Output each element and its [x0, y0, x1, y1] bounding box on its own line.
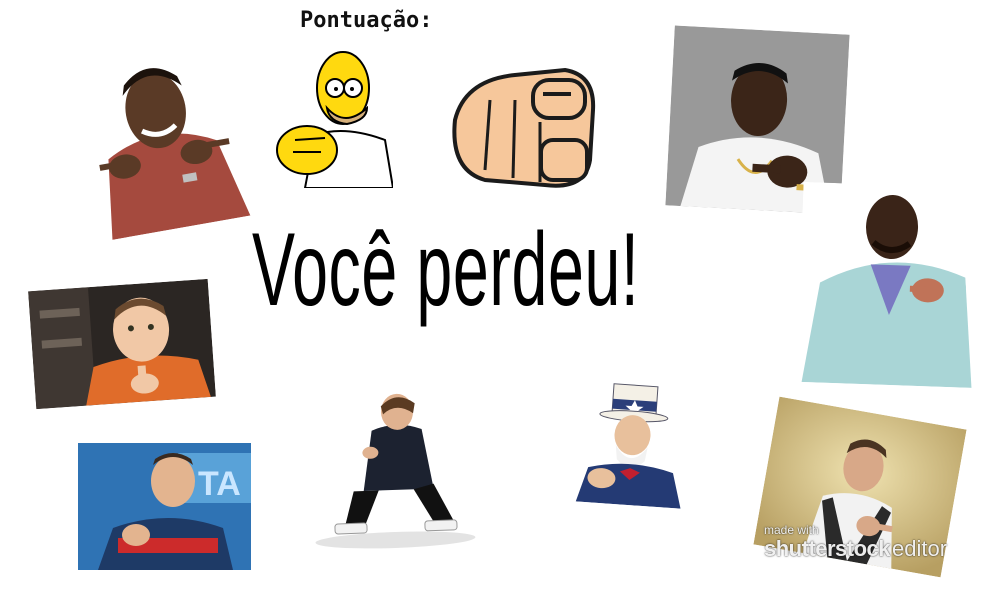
man-pointing-icon — [60, 27, 260, 244]
toddler-pointing-image — [28, 279, 216, 409]
tv-host-pointing-image — [78, 443, 251, 570]
shutterstock-watermark — [764, 524, 947, 562]
man-pointing-icon — [78, 443, 251, 570]
pointing-man-red-shirt-image — [60, 27, 260, 244]
watermark-brand: shutterstock — [764, 536, 891, 561]
uncle-sam-pointing-image — [556, 375, 704, 509]
watermark-editor: editor — [892, 536, 948, 561]
uncle-sam-icon — [556, 375, 704, 509]
man-pointing-icon — [797, 182, 984, 388]
teen-sitting-pointing-image — [300, 387, 485, 553]
cartoon-fist-pointing-image — [445, 60, 600, 195]
watermark-made-with: made with — [764, 523, 819, 537]
homer-pointing-image — [275, 40, 393, 188]
child-pointing-icon — [28, 279, 216, 409]
score-label: Pontuação: — [300, 8, 433, 33]
cartoon-pointing-icon — [275, 40, 393, 188]
man-light-suit-pointing-image — [797, 182, 984, 388]
svg-text:TA: TA — [198, 465, 241, 503]
game-over-headline: Você perdeu! — [252, 212, 640, 328]
pointing-hand-icon — [445, 60, 600, 195]
man-pointing-icon — [300, 387, 485, 553]
